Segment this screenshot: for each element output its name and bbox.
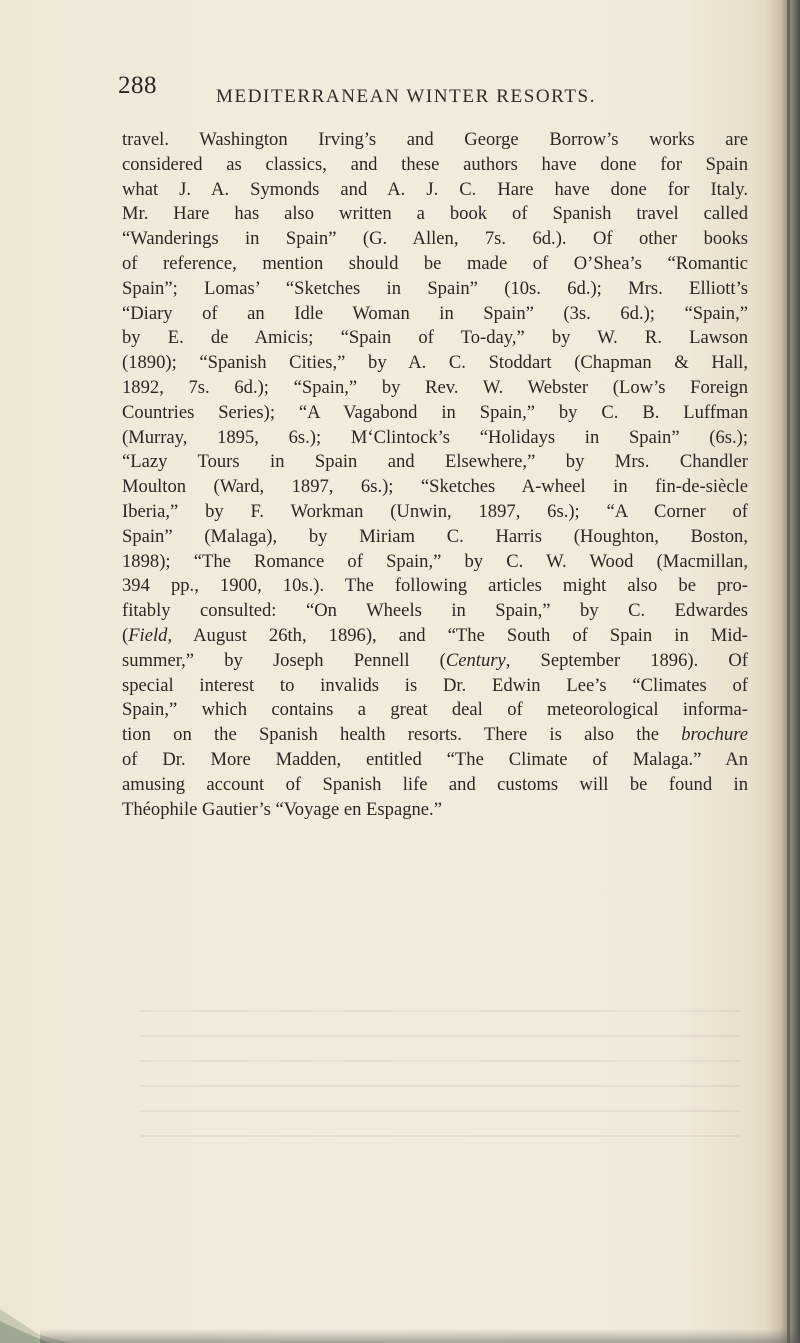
text-line: amusing account of Spanish life and customs will be found in — [122, 773, 748, 795]
page-spine-shadow — [766, 0, 800, 1343]
text-line: Théophile Gautier’s “Voyage en Espagne.” — [122, 798, 442, 820]
text-line: (Murray, 1895, 6s.); M‘Clintock’s “Holidays in Spain” (6s.); — [122, 426, 748, 448]
text-line: Spain,” which contains a great deal of meteorological informa- — [122, 699, 748, 721]
text-segment: , September 1896). Of — [505, 649, 748, 671]
text-line: by E. de Amicis; “Spain of To-day,” by W. R. Lawson — [122, 327, 748, 349]
text-line: “Lazy Tours in Spain and Elsewhere,” by Mrs. Chandler — [122, 451, 748, 473]
running-title: MEDITERRANEAN WINTER RESORTS. — [216, 86, 597, 107]
text-line: travel. Washington Irving’s and George Borrow’s works are — [122, 129, 748, 150]
text-line: Iberia,” by F. Workman (Unwin, 1897, 6s.); “A Corner of — [122, 500, 748, 522]
text-line — [122, 723, 748, 748]
text-line: “Diary of an Idle Woman in Spain” (3s. 6d.); “Spain,” — [122, 302, 748, 324]
page-number: 288 — [118, 72, 157, 99]
text-line: Mr. Hare has also written a book of Spanish travel called — [122, 203, 748, 225]
text-line: special interest to invalids is Dr. Edwin Lee’s “Climates of — [122, 674, 748, 696]
text-line: of Dr. More Madden, entitled “The Climate of Malaga.” An — [122, 748, 748, 770]
text-line: of reference, mention should be made of O’Shea’s “Romantic — [122, 252, 748, 274]
italic-title: Century — [445, 649, 506, 671]
body-paragraph — [122, 128, 748, 822]
text-line — [122, 649, 748, 674]
text-line: Moulton (Ward, 1897, 6s.); “Sketches A-wheel in fin-de-siècle — [122, 476, 748, 498]
text-segment: ( — [122, 624, 129, 646]
page-header — [118, 72, 758, 112]
text-line: considered as classics, and these authors have done for Spain — [122, 153, 748, 175]
italic-title: Field — [128, 624, 168, 646]
text-line — [122, 624, 748, 649]
text-line: Countries Series); “A Vagabond in Spain,” by C. B. Luffman — [122, 401, 748, 423]
text-line: (1890); “Spanish Cities,” by A. C. Stoddart (Chapman & Hall, — [122, 352, 748, 374]
text-line: 1892, 7s. 6d.); “Spain,” by Rev. W. Webster (Low’s Foreign — [122, 376, 748, 398]
text-segment: tion on the Spanish health resorts. There is also the — [122, 724, 682, 746]
text-segment: summer,” by Joseph Pennell ( — [122, 649, 446, 671]
text-line: 394 pp., 1900, 10s.). The following articles might also be pro- — [122, 575, 748, 597]
text-line: fitably consulted: “On Wheels in Spain,” by C. Edwardes — [122, 600, 748, 622]
text-line: “Wanderings in Spain” (G. Allen, 7s. 6d.). Of other books — [122, 228, 748, 250]
text-segment: , August 26th, 1896), and “The South of Spain in Mid- — [167, 624, 748, 646]
text-line: 1898); “The Romance of Spain,” by C. W. Wood (Macmillan, — [122, 550, 748, 572]
page-bottom-edge — [40, 1329, 800, 1343]
text-line: what J. A. Symonds and A. J. C. Hare have done for Italy. — [122, 178, 748, 200]
italic-word: brochure — [681, 724, 748, 746]
text-line: Spain”; Lomas’ “Sketches in Spain” (10s. 6d.); Mrs. Elliott’s — [122, 277, 748, 299]
page-spine-line — [787, 0, 790, 1343]
text-line: Spain” (Malaga), by Miriam C. Harris (Houghton, Boston, — [122, 525, 748, 547]
show-through-text — [140, 1010, 740, 1150]
